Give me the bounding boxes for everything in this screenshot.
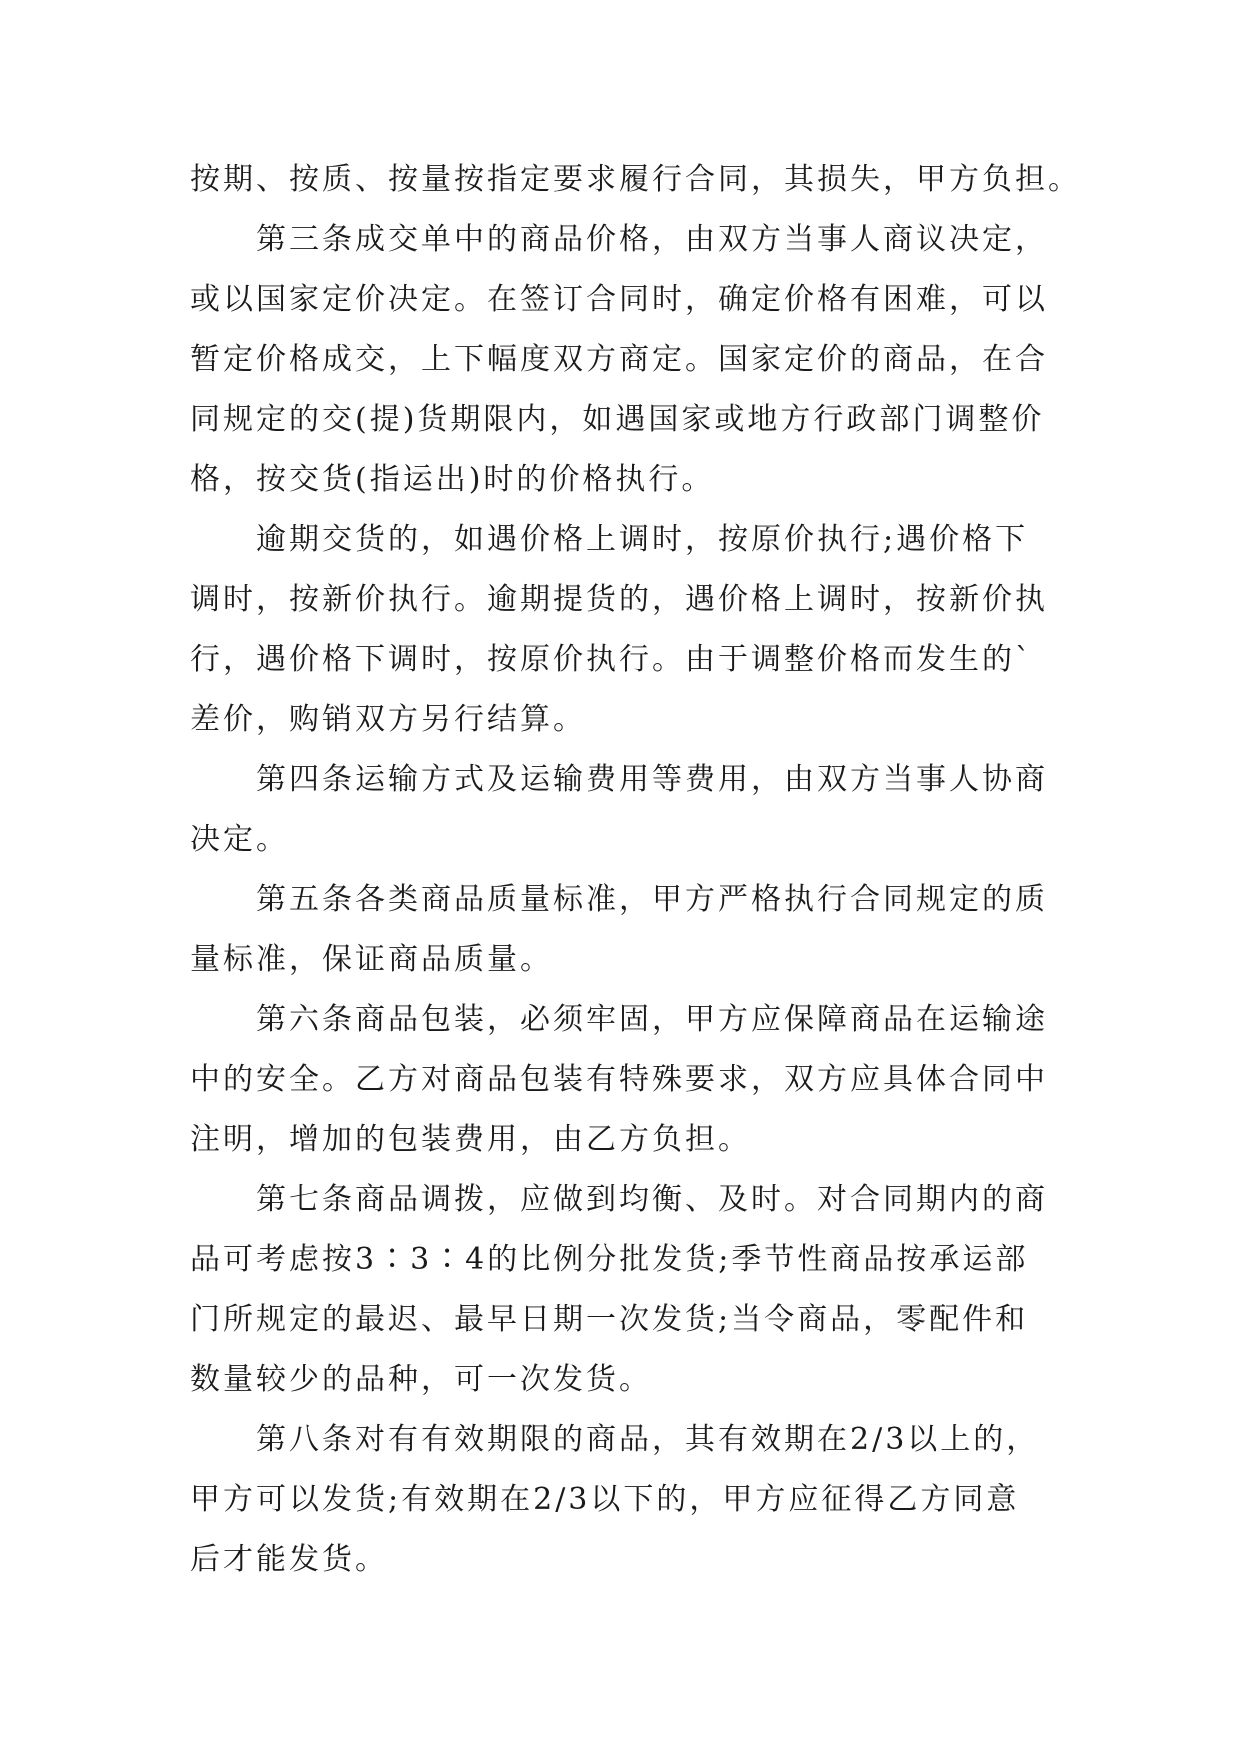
text-line: 第七条商品调拨，应做到均衡、及时。对合同期内的商 <box>256 1182 1048 1217</box>
text-line: 第八条对有有效期限的商品，其有效期在2/3以上的， <box>256 1422 1040 1457</box>
contract-text <box>190 150 1081 1590</box>
text-line: 按期、按质、按量按指定要求履行合同，其损失，甲方负担。 <box>190 162 1081 197</box>
text-line: 中的安全。乙方对商品包装有特殊要求，双方应具体合同中 <box>190 1062 1048 1097</box>
text-line: 逾期交货的，如遇价格上调时，按原价执行;遇价格下 <box>256 522 1029 557</box>
text-line: 格，按交货(指运出)时的价格执行。 <box>190 462 715 497</box>
text-line: 同规定的交(提)货期限内，如遇国家或地方行政部门调整价 <box>190 402 1045 437</box>
text-line: 调时，按新价执行。逾期提货的，遇价格上调时，按新价执 <box>190 582 1048 617</box>
text-line: 注明，增加的包装费用，由乙方负担。 <box>190 1122 751 1157</box>
text-line: 或以国家定价决定。在签订合同时，确定价格有困难，可以 <box>190 282 1048 317</box>
text-line: 量标准，保证商品质量。 <box>190 942 553 977</box>
text-line: 第四条运输方式及运输费用等费用，由双方当事人协商 <box>256 762 1048 797</box>
text-line: 第五条各类商品质量标准，甲方严格执行合同规定的质 <box>256 882 1048 917</box>
text-line: 行，遇价格下调时，按原价执行。由于调整价格而发生的` <box>190 642 1033 677</box>
text-line: 后才能发货。 <box>190 1542 388 1577</box>
text-line: 决定。 <box>190 822 289 857</box>
text-line: 差价，购销双方另行结算。 <box>190 702 586 737</box>
text-line: 甲方可以发货;有效期在2/3以下的，甲方应征得乙方同意 <box>190 1482 1020 1517</box>
text-line: 暂定价格成交，上下幅度双方商定。国家定价的商品，在合 <box>190 342 1048 377</box>
text-line: 第六条商品包装，必须牢固，甲方应保障商品在运输途 <box>256 1002 1048 1037</box>
text-line: 第三条成交单中的商品价格，由双方当事人商议决定， <box>256 222 1048 257</box>
text-line: 数量较少的品种，可一次发货。 <box>190 1362 652 1397</box>
text-line: 品可考虑按3∶3∶4的比例分批发货;季节性商品按承运部 <box>190 1242 1029 1277</box>
text-line: 门所规定的最迟、最早日期一次发货;当令商品，零配件和 <box>190 1302 1029 1337</box>
